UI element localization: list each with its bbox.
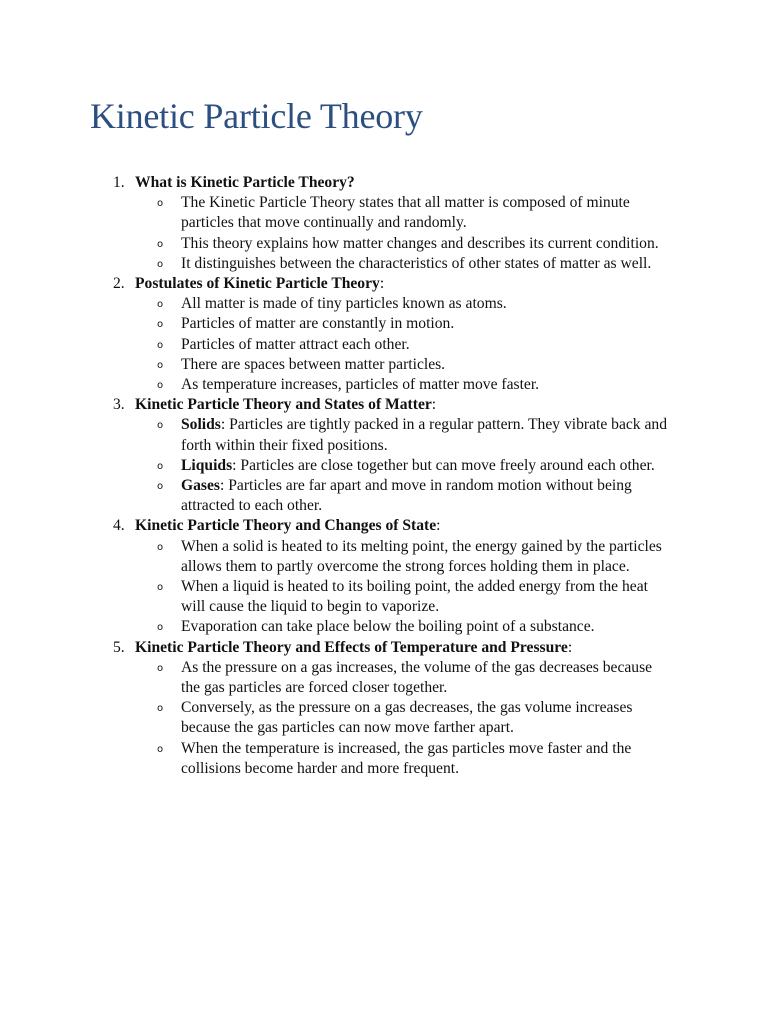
hollow-circle-bullet-icon: o — [157, 582, 164, 594]
bullet-term-separator: : — [232, 456, 241, 474]
section-item — [0, 516, 768, 637]
section-title-colon: : — [436, 517, 441, 535]
bullet-text: When the temperature is increased, the gas particles move faster and the collisions become harder and more frequent. — [181, 739, 632, 777]
bullet-text: As temperature increases, particles of matter move faster. — [181, 376, 540, 394]
section-number: 4. — [113, 517, 125, 535]
bullet-item — [0, 577, 671, 617]
bullet-item — [0, 355, 671, 375]
bullet-text: This theory explains how matter changes and describes its current condition. — [181, 234, 659, 252]
hollow-circle-bullet-icon: o — [157, 299, 164, 311]
bullet-term: Solids — [181, 416, 221, 434]
bullet-term: Liquids — [181, 456, 233, 474]
bullet-list — [0, 294, 768, 395]
bullet-text: It distinguishes between the characteristics of other states of matter as well. — [181, 254, 652, 272]
hollow-circle-bullet-icon: o — [157, 198, 164, 210]
bullet-item — [0, 537, 671, 577]
bullet-term-separator: : — [219, 477, 229, 495]
hollow-circle-bullet-icon: o — [157, 622, 164, 634]
bullet-item — [0, 234, 671, 254]
hollow-circle-bullet-icon: o — [157, 481, 164, 493]
bullet-item — [0, 294, 671, 314]
bullet-text: Conversely, as the pressure on a gas decreases, the gas volume increases because the gas particles can now move farther apart. — [181, 699, 633, 737]
bullet-text: When a liquid is heated to its boiling point, the added energy from the heat will cause the liquid to begin to vaporize. — [181, 578, 648, 616]
bullet-list — [0, 537, 768, 638]
bullet-text: The Kinetic Particle Theory states that all matter is composed of minute particles that move continually and randomly. — [181, 194, 630, 232]
bullet-text: As the pressure on a gas increases, the volume of the gas decreases because the gas particles are forced closer together. — [181, 658, 653, 697]
bullet-term-separator: : — [220, 416, 230, 434]
section-list — [0, 173, 768, 779]
bullet-item — [0, 456, 671, 476]
section-number: 3. — [113, 396, 125, 414]
hollow-circle-bullet-icon: o — [157, 319, 164, 331]
bullet-item — [0, 314, 671, 334]
hollow-circle-bullet-icon: o — [157, 541, 164, 553]
section-heading — [0, 173, 768, 193]
section-heading — [0, 395, 768, 415]
section-title-colon: : — [431, 396, 437, 414]
bullet-text: All matter is made of tiny particles known as atoms. — [181, 295, 507, 313]
section-item — [0, 173, 768, 274]
bullet-text: When a solid is heated to its melting point, the energy gained by the particles allows them to partly overcome the strong forces holding them in place. — [181, 537, 662, 575]
section-title-colon: : — [567, 638, 573, 656]
bullet-item — [0, 375, 671, 395]
section-title: Kinetic Particle Theory and Effects of Temperature and Pressure — [135, 638, 568, 656]
section-item — [0, 638, 768, 779]
bullet-item — [0, 415, 671, 455]
section-heading — [0, 638, 768, 658]
section-title-colon: : — [379, 275, 385, 293]
section-heading — [0, 274, 768, 294]
bullet-text: There are spaces between matter particles. — [181, 355, 446, 373]
page-title: Kinetic Particle Theory — [90, 96, 423, 136]
section-number: 5. — [113, 638, 125, 656]
section-heading — [0, 516, 768, 536]
bullet-text: Particles of matter are constantly in motion. — [181, 315, 455, 333]
bullet-text: Particles are tightly packed in a regular pattern. They vibrate back and forth within their fixed positions. — [181, 416, 668, 454]
bullet-text: Evaporation can take place below the boiling point of a substance. — [181, 618, 595, 636]
hollow-circle-bullet-icon: o — [157, 359, 164, 371]
bullet-text: Particles are far apart and move in random motion without being attracted to each other. — [181, 477, 632, 515]
bullet-list — [0, 193, 768, 274]
bullet-item — [0, 335, 671, 355]
hollow-circle-bullet-icon: o — [157, 238, 164, 250]
section-title: What is Kinetic Particle Theory? — [135, 174, 355, 191]
hollow-circle-bullet-icon: o — [157, 662, 164, 674]
hollow-circle-bullet-icon: o — [157, 380, 164, 392]
section-number: 2. — [113, 275, 125, 293]
section-item — [0, 395, 768, 516]
section-item — [0, 274, 768, 395]
bullet-item — [0, 476, 671, 516]
bullet-item — [0, 193, 671, 233]
hollow-circle-bullet-icon: o — [157, 420, 164, 432]
hollow-circle-bullet-icon: o — [157, 743, 164, 755]
bullet-item — [0, 254, 671, 274]
bullet-text: Particles of matter attract each other. — [181, 335, 410, 353]
section-number: 1. — [113, 174, 125, 191]
hollow-circle-bullet-icon: o — [157, 339, 164, 351]
hollow-circle-bullet-icon: o — [157, 258, 164, 270]
section-title: Postulates of Kinetic Particle Theory — [135, 275, 380, 293]
bullet-list — [0, 658, 768, 779]
hollow-circle-bullet-icon: o — [157, 460, 164, 472]
bullet-item — [0, 658, 671, 698]
hollow-circle-bullet-icon: o — [157, 703, 164, 715]
bullet-item — [0, 617, 671, 637]
bullet-term: Gases — [181, 477, 220, 495]
bullet-list — [0, 415, 768, 516]
bullet-item — [0, 698, 671, 738]
bullet-item — [0, 739, 671, 779]
bullet-text: Particles are close together but can move freely around each other. — [240, 456, 655, 474]
section-title: Kinetic Particle Theory and States of Matter — [135, 396, 432, 414]
section-title: Kinetic Particle Theory and Changes of State — [135, 517, 437, 535]
